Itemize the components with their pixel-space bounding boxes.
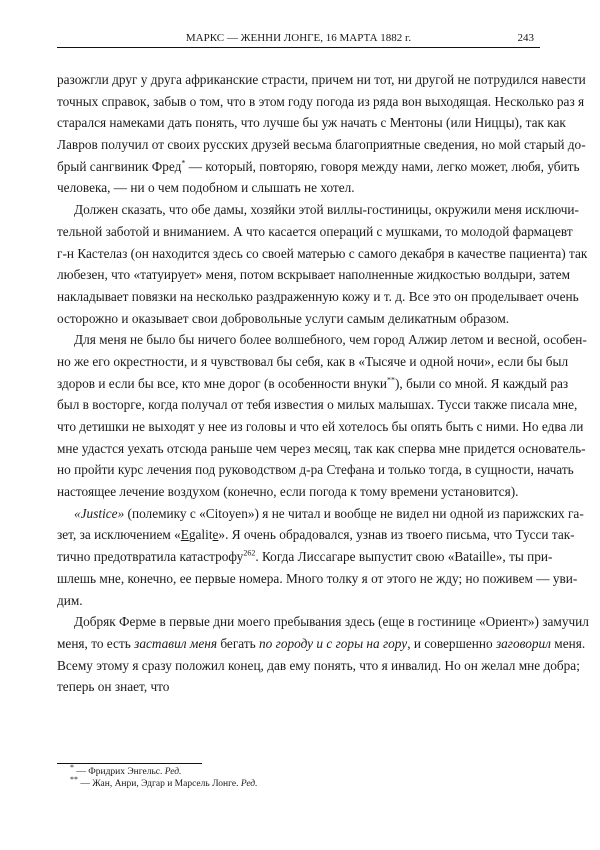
footnote-ref[interactable]: ** [387, 375, 395, 385]
text-line: что детишки не выходят у нее из головы и что ей хотелось бы опять быть с ними. Но едва ли [57, 419, 584, 434]
text-run: ), были со мной. Я каждый раз [395, 375, 569, 391]
text-line: любезен, что «татуирует» меня, потом вскрывает наполненные жидкостью волдыри, затем [57, 267, 571, 283]
running-header [57, 31, 540, 48]
text-line [57, 156, 580, 178]
text-line: мне удастся уехать отсюда раньше чем через месяц, так как сперва мне придется основатель- [57, 440, 586, 456]
text-line [57, 524, 575, 546]
text-line: осторожно и оказывает свои добровольные услуги самым деликатным образом. [57, 310, 510, 326]
underlined-run: E [180, 527, 189, 543]
footnote-editor-note: Ред. [164, 767, 182, 777]
text-line: Для меня не было бы ничего более волшебного, чем город Алжир летом и весной, особен- [74, 332, 587, 348]
text-run: — который, повторяю, говоря между нами, легко может, любя, убить [185, 158, 580, 174]
text-line: тельной заботой и вниманием. А что касается операций с мушками, то молодой фармацевт [57, 223, 573, 239]
text-line: настоящее лечение воздухом (конечно, если погода к тому времени установится). [57, 484, 519, 500]
footnote-divider [57, 763, 202, 764]
text-run: , и совершенно [407, 635, 496, 651]
italic-run: заговорил [495, 635, 551, 651]
text-run: брый сангвиник Фред [57, 158, 182, 174]
underlined-run: e [212, 527, 219, 543]
text-run: ». Я очень обрадовался, узнав из твоего письма, что Тусси так- [218, 527, 575, 543]
text-line: Добряк Ферме в первые дни моего пребывания здесь (еще в гостинице «Ориент») замучил [74, 614, 589, 630]
footnote-editor-note: Ред. [240, 779, 258, 789]
text-line: старался намеками дать понять, что лучше бы уж начать с Ментоны (или Ниццы), так как [57, 115, 566, 131]
text-line: Лавров получил от своих русских друзей весьма благоприятные сведения, но мой старый до- [57, 137, 586, 153]
text-line: разожгли друг у друга африканские страсти, причем ни тот, ни другой не потрудился навести [57, 72, 586, 87]
footnote-mark: * [70, 762, 74, 772]
footnote-mark: ** [70, 774, 78, 784]
page-number: 243 [517, 32, 534, 44]
italic-run: заставил меня [134, 635, 217, 651]
text-line: накладывает повязки на несколько раздраженную кожу и т. д. Все это он проделывает очень [57, 288, 579, 304]
text-line: шлешь мне, конечно, ее первые номера. Много толку я от этого не жду; но поживем — уви- [57, 570, 578, 586]
italic-run: по городу и с горы на гору [259, 635, 408, 651]
text-line: но пройти курс лечения под руководством д-ра Стефана и только тогда, в сущности, начать [57, 462, 574, 478]
text-run: (полемику с «Citoyen») я не читал и вообще не видел ни одной из парижских га- [124, 505, 584, 521]
footnote [70, 762, 182, 777]
text-line [57, 546, 553, 568]
text-line [57, 503, 584, 525]
page-body [57, 69, 589, 698]
text-line [57, 373, 569, 395]
text-line: но же его окрестности, и я чувствовал бы себя, как в «Тысяче и одной ночи», если бы был [57, 353, 569, 369]
header-title: МАРКС — ЖЕННИ ЛОНГЕ, 16 МАРТА 1882 г. [185, 32, 412, 44]
footnote-text: — Жан, Анри, Эдгар и Марсель Лонге. [78, 779, 241, 789]
text-line [57, 633, 586, 655]
footnote-text: — Фридрих Энгельс. [74, 767, 165, 777]
text-run: здоров и если бы все, кто мне дорог (в особенности внуки [57, 375, 387, 391]
text-line: был в восторге, когда получал от тебя известия о милых малышах. Тусси также писала мне, [57, 397, 578, 413]
text-line: Всему этому я сразу положил конец, дав ему понять, что я инвалид. Но он желал мне добра; [57, 657, 580, 673]
text-run: тично предотвратила катастрофу [57, 549, 244, 565]
text-line: теперь он знает, что [57, 679, 170, 695]
text-line: человека, — ни о чем подобном и слышать не хотел. [57, 180, 355, 196]
text-run: . Когда Лиссагаре выпустит свою «Bataille», ты при- [255, 549, 553, 565]
text-run: бегать [217, 635, 260, 651]
text-line: Должен сказать, что обе дамы, хозяйки этой виллы-гостиницы, окружили меня исключи- [74, 202, 579, 218]
text-run: зет, за исключением « [57, 527, 181, 543]
footnote-ref[interactable]: * [181, 158, 186, 168]
text-run: меня, то есть [57, 635, 135, 651]
text-line: точных справок, забыв о том, что в этом году погода из ряда вон выходящая. Несколько раз я [57, 93, 585, 109]
endnote-ref[interactable]: 262 [243, 548, 256, 558]
text-run: меня. [550, 635, 586, 651]
text-line: г-н Кастелаз (он находится здесь со своей матерью с самого декабря в качестве пациента) так [57, 245, 588, 261]
text-line: дим. [57, 592, 83, 608]
footnote [70, 774, 258, 789]
text-run: galit [188, 527, 213, 543]
italic-run: «Justice» [74, 505, 125, 521]
